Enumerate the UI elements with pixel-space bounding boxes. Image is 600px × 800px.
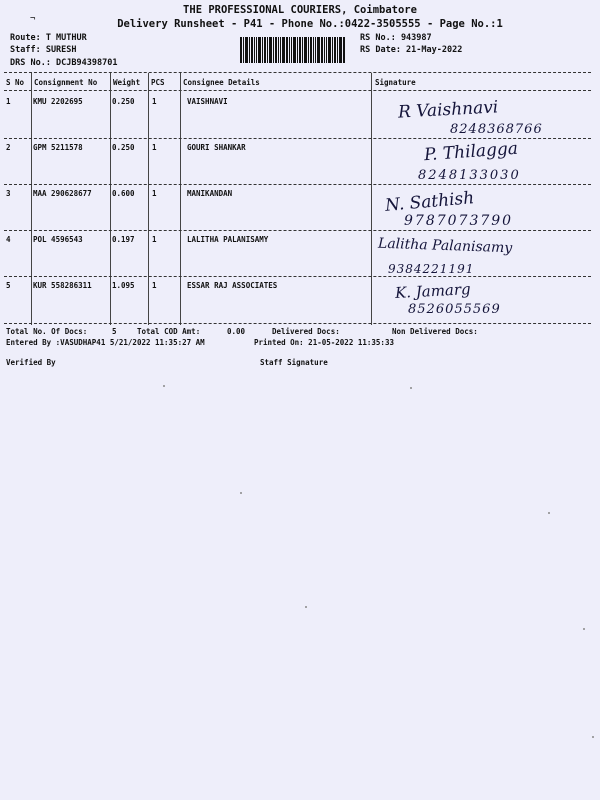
col-header-consignee: Consignee Details <box>183 78 260 87</box>
non-delivered-docs-label: Non Delivered Docs: <box>392 327 478 336</box>
row-weight: 0.250 <box>112 143 135 152</box>
row-sno: 5 <box>6 281 11 290</box>
col-header-signature: Signature <box>375 78 416 87</box>
staff-label: Staff: SURESH <box>10 45 77 55</box>
company-title: THE PROFESSIONAL COURIERS, Coimbatore <box>183 4 417 16</box>
col-divider <box>31 73 32 325</box>
row-consignment: KUR 558286311 <box>33 281 92 290</box>
row-weight: 0.197 <box>112 235 135 244</box>
row-consignment: POL 4596543 <box>33 235 83 244</box>
staff-signature-label: Staff Signature <box>260 358 328 367</box>
row-weight: 0.600 <box>112 189 135 198</box>
col-header-sno: S No <box>6 78 25 87</box>
rs-date: RS Date: 21-May-2022 <box>360 45 463 55</box>
col-header-weight: Weight <box>113 78 141 87</box>
row-sno: 1 <box>6 97 11 106</box>
drs-number: DRS No.: DCJB94398701 <box>10 58 118 68</box>
row-separator <box>4 230 591 231</box>
signature-name: N. Sathish <box>384 188 475 216</box>
col-divider <box>148 73 149 325</box>
row-pcs: 1 <box>152 281 157 290</box>
signature-phone: 8248133030 <box>418 168 521 183</box>
verified-by-label: Verified By <box>6 358 56 367</box>
row-consignment: KMU 2202695 <box>33 97 83 106</box>
row-consignee: LALITHA PALANISAMY <box>187 235 269 244</box>
total-cod-value: 0.00 <box>227 327 246 336</box>
total-docs-value: 5 <box>112 327 117 336</box>
row-consignee: GOURI SHANKAR <box>187 143 246 152</box>
row-consignee: ESSAR RAJ ASSOCIATES <box>187 281 278 290</box>
scan-speck <box>583 628 585 630</box>
rs-number: RS No.: 943987 <box>360 33 432 43</box>
header-rule-bottom <box>4 90 591 91</box>
row-sno: 4 <box>6 235 11 244</box>
col-divider <box>371 73 372 325</box>
signature-name: K. Jamarg <box>394 280 472 302</box>
col-divider <box>110 73 111 325</box>
row-pcs: 1 <box>152 143 157 152</box>
scan-speck <box>163 385 165 387</box>
total-cod-label: Total COD Amt: <box>137 327 201 336</box>
total-docs-label: Total No. Of Docs: <box>6 327 88 336</box>
signature-phone: 9384221191 <box>388 262 475 276</box>
col-header-pcs: PCS <box>151 78 165 87</box>
row-separator <box>4 276 591 277</box>
scan-speck <box>305 606 307 608</box>
header-rule-top <box>4 72 591 73</box>
signature-phone: 8526055569 <box>408 302 501 317</box>
corner-mark: ¬ <box>30 14 36 24</box>
row-sno: 3 <box>6 189 11 198</box>
signature-phone: 8248368766 <box>450 122 543 137</box>
row-pcs: 1 <box>152 97 157 106</box>
scan-speck <box>240 492 242 494</box>
row-consignee: VAISHNAVI <box>187 97 228 106</box>
row-pcs: 1 <box>152 189 157 198</box>
row-pcs: 1 <box>152 235 157 244</box>
scan-speck <box>592 736 594 738</box>
row-weight: 0.250 <box>112 97 135 106</box>
scan-speck <box>548 512 550 514</box>
row-consignment: MAA 290628677 <box>33 189 92 198</box>
entered-by: Entered By :VASUDHAP41 5/21/2022 11:35:27 AM <box>6 338 205 347</box>
scan-speck <box>410 387 412 389</box>
row-sno: 2 <box>6 143 11 152</box>
col-divider <box>180 73 181 325</box>
runsheet-subtitle: Delivery Runsheet - P41 - Phone No.:0422-3505555 - Page No.:1 <box>117 18 503 30</box>
row-separator <box>4 184 591 185</box>
signature-name: R Vaishnavi <box>397 97 499 123</box>
route-label: Route: T MUTHUR <box>10 33 87 43</box>
signature-name: P. Thilagga <box>423 138 519 166</box>
col-header-consignment: Consignment No <box>34 78 98 87</box>
printed-on: Printed On: 21-05-2022 11:35:33 <box>254 338 394 347</box>
row-consignee: MANIKANDAN <box>187 189 233 198</box>
barcode-image <box>240 37 346 63</box>
row-separator <box>4 323 591 324</box>
row-weight: 1.095 <box>112 281 135 290</box>
signature-phone: 9787073790 <box>404 213 514 229</box>
signature-name: Lalitha Palanisamy <box>377 235 513 257</box>
delivered-docs-label: Delivered Docs: <box>272 327 340 336</box>
row-consignment: GPM 5211578 <box>33 143 83 152</box>
